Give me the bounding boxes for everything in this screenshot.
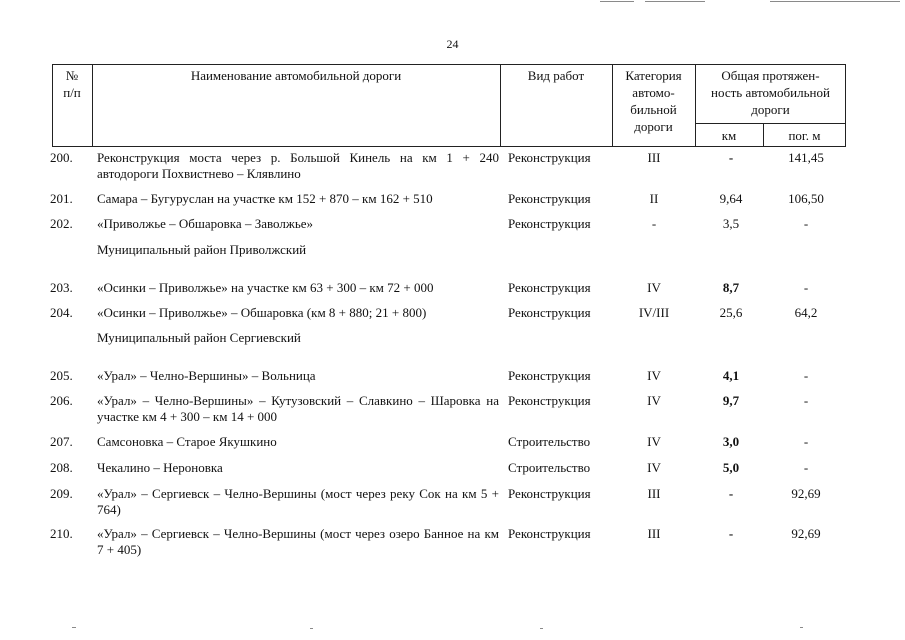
- length-pog: 106,50: [788, 191, 824, 206]
- length-km: 3,0: [722, 434, 740, 449]
- row-number: 203.: [50, 280, 73, 295]
- header-name: Наименование автомобильной дороги: [190, 68, 402, 83]
- road-category: III: [647, 486, 661, 501]
- row-number: 209.: [50, 486, 73, 501]
- length-pog: -: [803, 368, 809, 383]
- header-num-line: п/п: [63, 85, 81, 100]
- length-km: 25,6: [719, 305, 743, 320]
- length-pog: 92,69: [791, 526, 821, 541]
- road-name: «Приволжье – Обшаровка – Заволжье»: [97, 216, 314, 231]
- length-pog: -: [803, 460, 809, 475]
- scan-mark: [645, 1, 705, 2]
- length-pog: 141,45: [788, 150, 824, 165]
- header-divider: [695, 123, 846, 124]
- length-pog: -: [803, 393, 809, 408]
- road-category: IV: [647, 460, 661, 475]
- road-name: Самсоновка – Старое Якушкино: [97, 434, 277, 449]
- road-category: IV: [647, 280, 661, 295]
- road-name: Реконструкция моста через р. Большой Кинель на км 1 + 240 автодороги Похвистнево – Клявлино: [97, 150, 499, 181]
- road-name: Самара – Бугуруслан на участке км 152 + 870 – км 162 + 510: [97, 191, 433, 206]
- row-number: 210.: [50, 526, 73, 541]
- length-pog: -: [803, 216, 809, 231]
- work-type: Реконструкция: [508, 216, 591, 231]
- work-type: Реконструкция: [508, 305, 591, 320]
- header-length-line: дороги: [751, 102, 790, 117]
- road-category: III: [647, 150, 661, 165]
- row-number: 201.: [50, 191, 73, 206]
- length-km: 4,1: [722, 368, 740, 383]
- length-km: -: [728, 526, 734, 541]
- road-name: «Осинки – Приволжье» – Обшаровка (км 8 + 880; 21 + 800): [97, 305, 427, 320]
- length-km: 8,7: [722, 280, 740, 295]
- district-subheading: Муниципальный район Сергиевский: [97, 330, 301, 345]
- header-category-line: дороги: [634, 119, 673, 134]
- road-category: IV: [647, 368, 661, 383]
- header-num: [52, 67, 92, 101]
- work-type: Реконструкция: [508, 150, 591, 165]
- length-km: -: [728, 150, 734, 165]
- header-category: [612, 67, 695, 135]
- road-name: Чекалино – Нероновка: [97, 460, 223, 475]
- row-number: 204.: [50, 305, 73, 320]
- row-number: 207.: [50, 434, 73, 449]
- road-name: «Урал» – Сергиевск – Челно-Вершины (мост через озеро Банное на км 7 + 405): [97, 526, 499, 557]
- scan-mark: [600, 1, 634, 2]
- road-category: III: [647, 526, 661, 541]
- road-category: IV: [647, 393, 661, 408]
- work-type: Реконструкция: [508, 280, 591, 295]
- work-type: Реконструкция: [508, 191, 591, 206]
- work-type: Реконструкция: [508, 526, 591, 541]
- work-type: Реконструкция: [508, 486, 591, 501]
- scan-mark: [540, 628, 543, 629]
- header-km: км: [721, 128, 737, 143]
- length-km: 3,5: [722, 216, 740, 231]
- scan-mark: [310, 628, 313, 629]
- page-number: 24: [446, 37, 459, 51]
- length-km: -: [728, 486, 734, 501]
- header-pog: пог. м: [788, 128, 821, 143]
- district-subheading: Муниципальный район Приволжский: [97, 242, 307, 257]
- header-length-line: ность автомобильной: [711, 85, 830, 100]
- work-type: Строительство: [508, 460, 591, 475]
- header-length: [695, 67, 846, 118]
- header-length-line: Общая протяжен-: [721, 68, 820, 83]
- road-category: -: [651, 216, 657, 231]
- length-km: 9,64: [719, 191, 743, 206]
- length-pog: 64,2: [794, 305, 818, 320]
- length-pog: -: [803, 434, 809, 449]
- header-category-line: автомо-: [632, 85, 675, 100]
- length-pog: 92,69: [791, 486, 821, 501]
- length-pog: -: [803, 280, 809, 295]
- row-number: 202.: [50, 216, 73, 231]
- scan-mark: [800, 627, 803, 628]
- road-name: «Урал» – Сергиевск – Челно-Вершины (мост через реку Сок на км 5 + 764): [97, 486, 499, 517]
- road-name: «Урал» – Челно-Вершины» – Кутузовский – Славкино – Шаровка на участке км 4 + 300 – км 14 + 000: [97, 393, 499, 424]
- header-category-line: бильной: [630, 102, 677, 117]
- header-category-line: Категория: [625, 68, 682, 83]
- work-type: Реконструкция: [508, 393, 591, 408]
- road-name: «Урал» – Челно-Вершины» – Вольница: [97, 368, 316, 383]
- road-category: IV: [647, 434, 661, 449]
- scan-mark: [72, 627, 76, 628]
- row-number: 208.: [50, 460, 73, 475]
- row-number: 205.: [50, 368, 73, 383]
- road-name: «Осинки – Приволжье» на участке км 63 + 300 – км 72 + 000: [97, 280, 434, 295]
- scan-mark: [770, 1, 900, 2]
- header-work: Вид работ: [527, 68, 585, 83]
- length-km: 9,7: [722, 393, 740, 408]
- road-category: II: [649, 191, 659, 206]
- work-type: Строительство: [508, 434, 591, 449]
- work-type: Реконструкция: [508, 368, 591, 383]
- row-number: 200.: [50, 150, 73, 165]
- length-km: 5,0: [722, 460, 740, 475]
- row-number: 206.: [50, 393, 73, 408]
- road-category: IV/III: [638, 305, 670, 320]
- header-num-line: №: [65, 68, 79, 83]
